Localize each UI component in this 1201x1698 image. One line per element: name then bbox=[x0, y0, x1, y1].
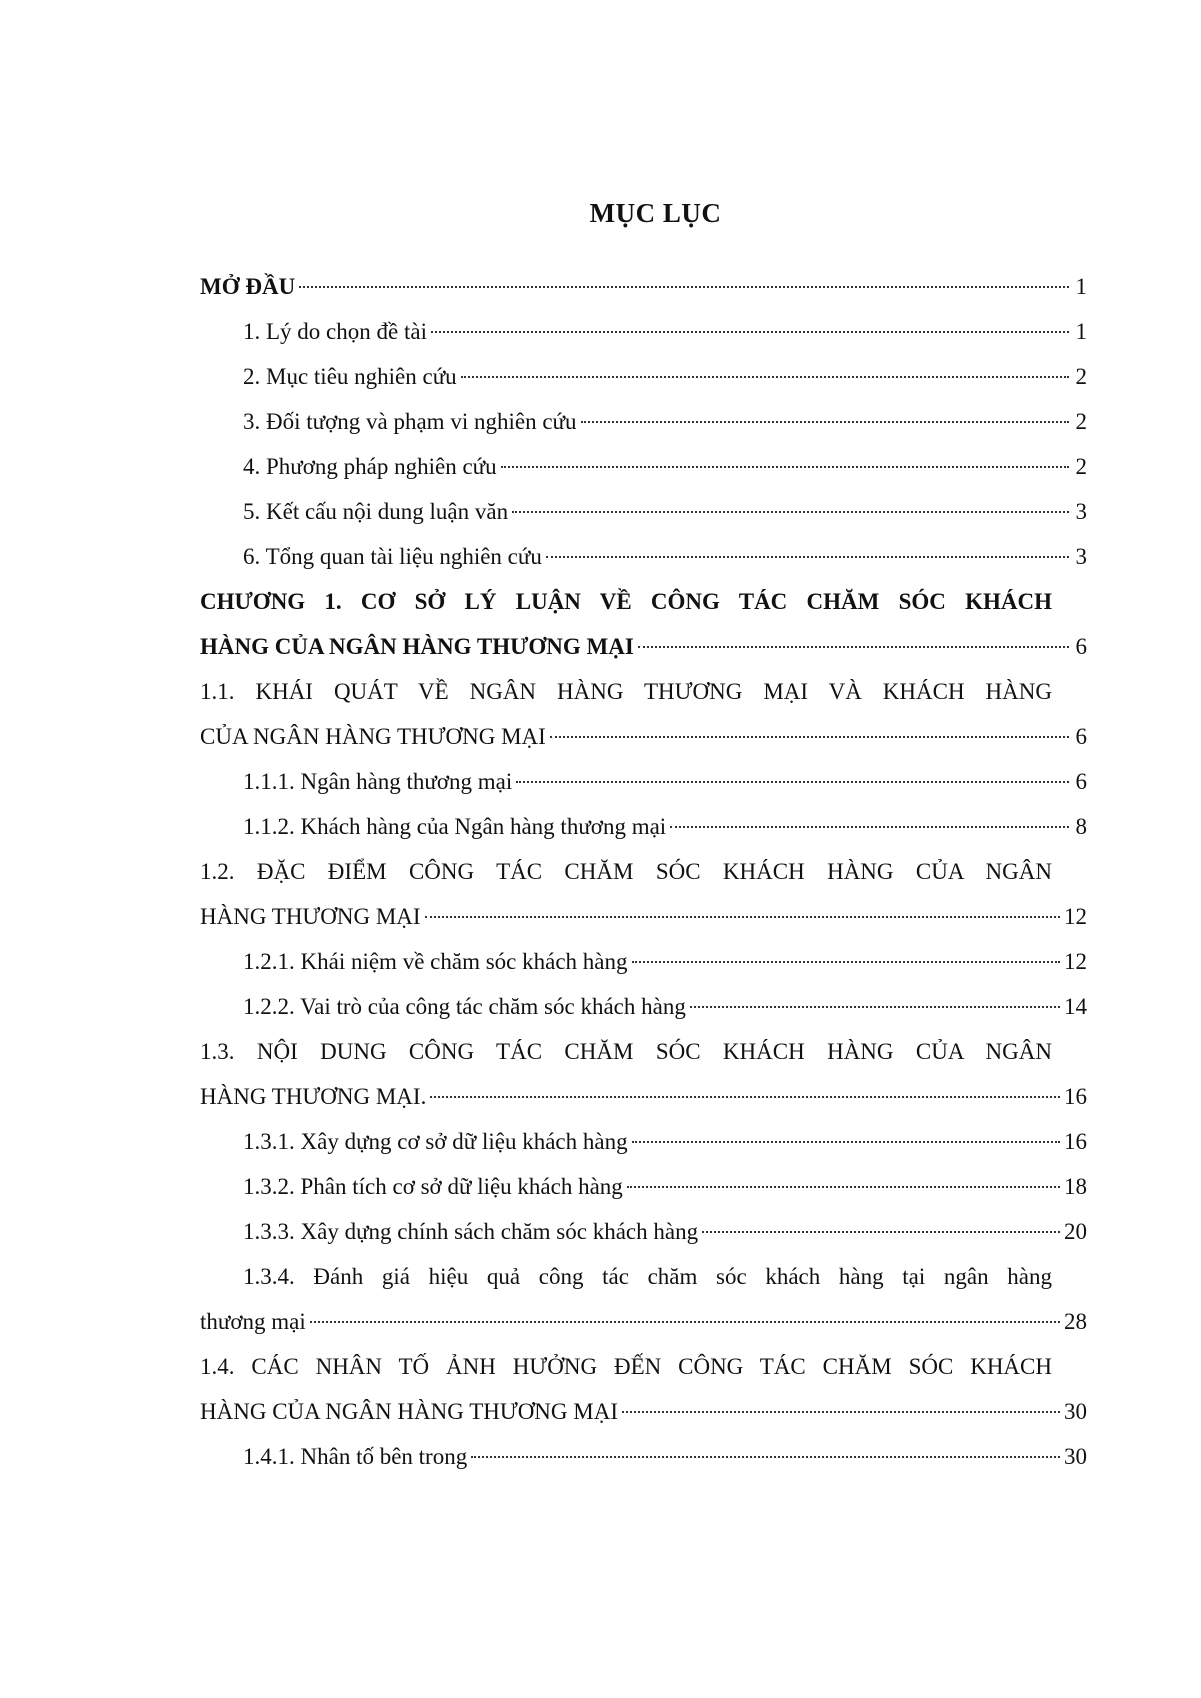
dot-leader bbox=[512, 511, 1069, 513]
toc-entry-text: 1.3.1. Xây dựng cơ sở dữ liệu khách hàng bbox=[243, 1129, 628, 1154]
toc-page-number: 6 bbox=[1075, 634, 1087, 659]
toc-entry-text: 1.4.1. Nhân tố bên trong bbox=[243, 1444, 468, 1469]
toc-entry-chapter-1[interactable] bbox=[200, 579, 1087, 669]
dot-leader bbox=[516, 781, 1069, 783]
toc-page-number: 3 bbox=[1075, 544, 1087, 569]
toc-page-number: 20 bbox=[1064, 1219, 1087, 1244]
toc-entry-text-line1: 1.4. CÁC NHÂN TỐ ẢNH HƯỞNG ĐẾN CÔNG TÁC CHĂM SÓC KHÁCH bbox=[200, 1354, 1052, 1379]
toc-entry-text-line1: 1.2. ĐẶC ĐIỂM CÔNG TÁC CHĂM SÓC KHÁCH HÀNG CỦA NGÂN bbox=[200, 859, 1052, 884]
dot-leader bbox=[670, 826, 1069, 828]
dot-leader bbox=[627, 1186, 1060, 1188]
toc-page-number: 28 bbox=[1064, 1309, 1087, 1334]
toc-entry-text-line1: 1.1. KHÁI QUÁT VỀ NGÂN HÀNG THƯƠNG MẠI VÀ KHÁCH HÀNG bbox=[200, 679, 1052, 704]
toc-entry-text-line2: CỦA NGÂN HÀNG THƯƠNG MẠI bbox=[200, 724, 546, 749]
toc-entry-1-2[interactable] bbox=[200, 849, 1087, 939]
toc-page-number: 16 bbox=[1064, 1084, 1087, 1109]
toc-page-number: 6 bbox=[1075, 724, 1087, 749]
toc-page-number: 14 bbox=[1064, 994, 1087, 1019]
dot-leader bbox=[430, 1096, 1060, 1098]
toc-entry-text: 6. Tổng quan tài liệu nghiên cứu bbox=[243, 544, 542, 569]
dot-leader bbox=[310, 1321, 1060, 1323]
toc-entry-text-line1: 1.3. NỘI DUNG CÔNG TÁC CHĂM SÓC KHÁCH HÀNG CỦA NGÂN bbox=[200, 1039, 1052, 1064]
toc-entry-1-3[interactable] bbox=[200, 1029, 1087, 1119]
toc-entry-1-4[interactable] bbox=[200, 1344, 1087, 1434]
toc-page-number: 3 bbox=[1075, 499, 1087, 524]
toc-entry-text: 1.2.1. Khái niệm về chăm sóc khách hàng bbox=[243, 949, 628, 974]
toc-entry-text: 4. Phương pháp nghiên cứu bbox=[243, 454, 497, 479]
dot-leader bbox=[632, 1141, 1060, 1143]
toc-entry-text: 5. Kết cấu nội dung luận văn bbox=[243, 499, 509, 524]
toc-page-number: 2 bbox=[1075, 454, 1087, 479]
toc-entry-text: 1.1.1. Ngân hàng thương mại bbox=[243, 769, 513, 794]
dot-leader bbox=[425, 916, 1060, 918]
toc-entry-1-1[interactable] bbox=[200, 669, 1087, 759]
dot-leader bbox=[702, 1231, 1060, 1233]
toc-entry-text-line2: HÀNG CỦA NGÂN HÀNG THƯƠNG MẠI bbox=[200, 634, 634, 659]
toc-entry-text: 1.3.3. Xây dựng chính sách chăm sóc khách hàng bbox=[243, 1219, 699, 1244]
toc-entry-text-line1: 1.3.4. Đánh giá hiệu quả công tác chăm sóc khách hàng tại ngân hàng bbox=[243, 1264, 1052, 1289]
toc-entry-text: 3. Đối tượng và phạm vi nghiên cứu bbox=[243, 409, 577, 434]
dot-leader bbox=[471, 1456, 1060, 1458]
dot-leader bbox=[622, 1411, 1060, 1413]
dot-leader bbox=[546, 556, 1069, 558]
toc-page-number: 18 bbox=[1064, 1174, 1087, 1199]
dot-leader bbox=[461, 376, 1069, 378]
toc-entry-text-line2: HÀNG THƯƠNG MẠI. bbox=[200, 1084, 427, 1109]
toc-entry-1-3-4[interactable] bbox=[200, 1254, 1087, 1344]
toc-entry-text-line2: HÀNG THƯƠNG MẠI bbox=[200, 904, 421, 929]
toc-page-number: 2 bbox=[1075, 409, 1087, 434]
toc-entry-text: 1. Lý do chọn đề tài bbox=[243, 319, 427, 344]
toc-page-number: 30 bbox=[1064, 1444, 1087, 1469]
toc-page-number: 6 bbox=[1075, 769, 1087, 794]
toc-page-number: 12 bbox=[1064, 904, 1087, 929]
dot-leader bbox=[501, 466, 1069, 468]
toc-page-number: 8 bbox=[1075, 814, 1087, 839]
dot-leader bbox=[638, 646, 1069, 648]
toc-entry-text: MỞ ĐẦU bbox=[200, 274, 296, 299]
toc-page-number: 12 bbox=[1064, 949, 1087, 974]
toc-page-number: 30 bbox=[1064, 1399, 1087, 1424]
toc-page-number: 16 bbox=[1064, 1129, 1087, 1154]
dot-leader bbox=[299, 286, 1069, 288]
toc-entry-text: 1.2.2. Vai trò của công tác chăm sóc khách hàng bbox=[243, 994, 686, 1019]
toc-page-number: 1 bbox=[1075, 319, 1087, 344]
dot-leader bbox=[632, 961, 1061, 963]
dot-leader bbox=[690, 1006, 1060, 1008]
toc-entry-text: 1.1.2. Khách hàng của Ngân hàng thương mại bbox=[243, 814, 667, 839]
toc-entry-text-line1: CHƯƠNG 1. CƠ SỞ LÝ LUẬN VỀ CÔNG TÁC CHĂM SÓC KHÁCH bbox=[200, 589, 1052, 614]
toc-entry-text: 2. Mục tiêu nghiên cứu bbox=[243, 364, 457, 389]
toc-page-number: 2 bbox=[1075, 364, 1087, 389]
dot-leader bbox=[550, 736, 1069, 738]
toc-entry-text-line2: thương mại bbox=[200, 1309, 306, 1334]
page-title: MỤC LỤC bbox=[589, 198, 722, 228]
toc-entry-text-line2: HÀNG CỦA NGÂN HÀNG THƯƠNG MẠI bbox=[200, 1399, 618, 1424]
dot-leader bbox=[431, 331, 1069, 333]
toc-page-number: 1 bbox=[1075, 274, 1087, 299]
dot-leader bbox=[581, 421, 1070, 423]
toc-entry-text: 1.3.2. Phân tích cơ sở dữ liệu khách hàng bbox=[243, 1174, 623, 1199]
